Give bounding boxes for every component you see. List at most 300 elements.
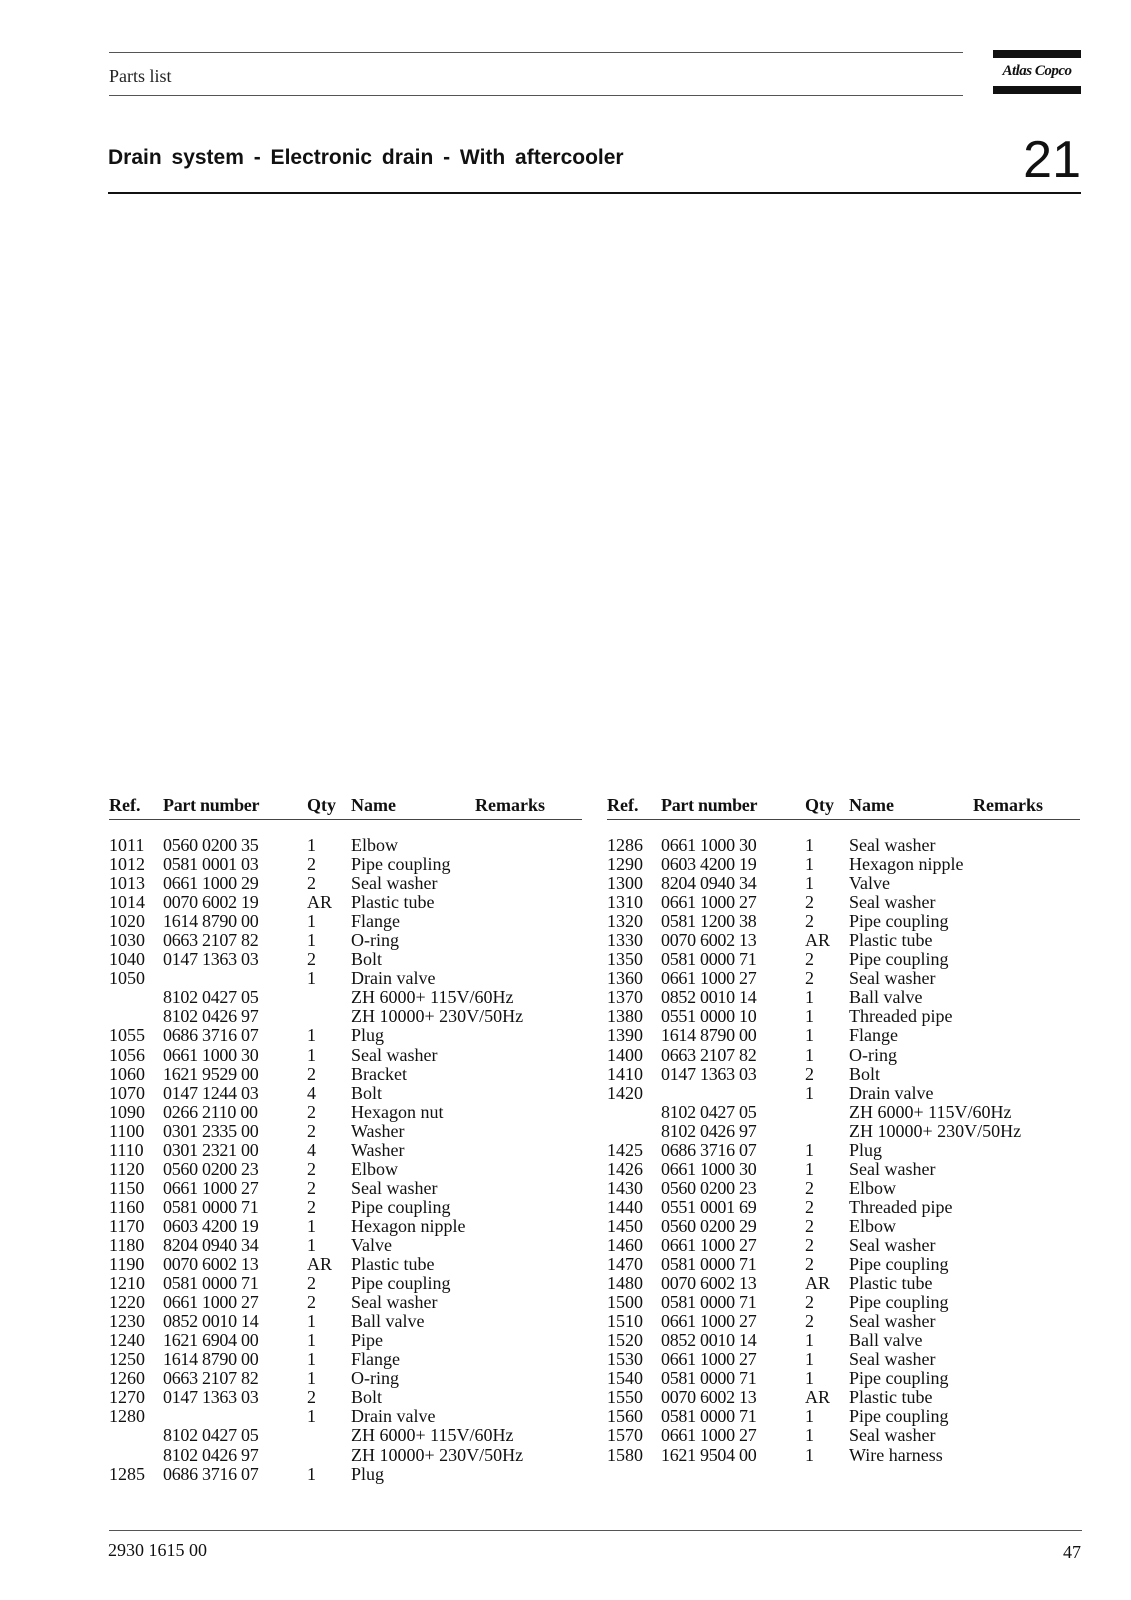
header-top-rule [109,52,963,53]
cell-ref: 1320 [607,911,643,932]
table-row [109,950,582,969]
table-row [109,855,582,874]
table-row [109,1026,582,1045]
table-row [109,1007,582,1026]
cell-name: Seal washer [849,1349,936,1370]
cell-name: Flange [849,1025,898,1046]
table-row [109,988,582,1007]
cell-part-number: 0686 3716 07 [163,1463,259,1484]
column-header-part-number: Part number [661,795,758,815]
table-row [607,1179,1080,1198]
cell-qty: 1 [805,1330,814,1351]
cell-qty: 2 [307,949,316,970]
cell-name: Ball valve [849,987,923,1008]
table-row [607,1312,1080,1331]
cell-part-number: 0661 1000 27 [661,968,757,989]
cell-qty: 1 [805,1044,814,1065]
column-header-remarks: Remarks [973,795,1043,815]
cell-qty: 2 [805,1215,814,1236]
cell-part-number: 0852 0010 14 [661,1330,757,1351]
cell-name: Seal washer [849,1158,936,1179]
cell-name: Pipe coupling [351,1196,451,1217]
cell-part-number: 0551 0000 10 [661,1006,757,1027]
table-row [109,893,582,912]
cell-part-number: 0581 0000 71 [661,1406,757,1427]
table-row [607,1198,1080,1217]
cell-qty: 2 [307,1292,316,1313]
cell-name: Bracket [351,1063,407,1084]
cell-name: Pipe coupling [849,1292,949,1313]
cell-qty: 1 [805,1082,814,1103]
cell-qty: 2 [805,911,814,932]
cell-qty: 1 [805,1025,814,1046]
cell-part-number: 0663 2107 82 [163,1368,259,1389]
table-row [109,1388,582,1407]
cell-part-number: 8204 0940 34 [661,873,757,894]
cell-qty: 1 [805,835,814,855]
cell-qty: 1 [805,1139,814,1160]
cell-ref: 1240 [109,1330,145,1351]
cell-name: Hexagon nipple [351,1215,466,1236]
cell-part-number: 0560 0200 29 [661,1215,757,1236]
cell-qty: 2 [307,854,316,875]
table-row [109,1084,582,1103]
section-number: 21 [1023,131,1081,189]
cell-ref: 1100 [109,1120,145,1141]
cell-ref: 1190 [109,1254,145,1275]
cell-ref: 1056 [109,1044,145,1065]
cell-ref: 1070 [109,1082,145,1103]
cell-name: ZH 10000+ 230V/50Hz [351,1006,524,1027]
cell-qty: 1 [805,1006,814,1027]
cell-name: Plug [351,1025,385,1046]
cell-ref: 1310 [607,892,643,913]
cell-ref: 1013 [109,873,145,894]
cell-qty: 1 [307,1234,316,1255]
table-row [607,836,1080,855]
cell-part-number: 0070 6002 13 [163,1254,259,1275]
cell-part-number: 8102 0426 97 [661,1120,757,1141]
column-header-name: Name [351,795,396,815]
cell-qty: 2 [805,1177,814,1198]
cell-part-number: 0661 1000 30 [661,1158,757,1179]
cell-name: Threaded pipe [849,1006,953,1027]
table-row [607,1026,1080,1045]
cell-ref: 1530 [607,1349,643,1370]
table-row [607,931,1080,950]
cell-name: Seal washer [849,1311,936,1332]
cell-name: Pipe coupling [849,1254,949,1275]
table-row [607,1084,1080,1103]
cell-name: Plastic tube [849,930,933,951]
cell-name: Seal washer [849,892,936,913]
cell-name: Seal washer [351,1292,438,1313]
cell-ref: 1370 [607,987,643,1008]
cell-name: Drain valve [849,1082,934,1103]
table-row [607,950,1080,969]
cell-ref: 1500 [607,1292,643,1313]
cell-part-number: 0661 1000 27 [661,1311,757,1332]
cell-name: Ball valve [351,1311,425,1332]
table-row [607,988,1080,1007]
cell-qty: 2 [805,1254,814,1275]
cell-ref: 1280 [109,1406,145,1427]
table-row [607,1388,1080,1407]
table-row [607,1046,1080,1065]
cell-qty: 2 [805,892,814,913]
cell-part-number: 0661 1000 30 [163,1044,259,1065]
cell-ref: 1040 [109,949,145,970]
cell-part-number: 0560 0200 35 [163,835,259,855]
table-row [607,1350,1080,1369]
table-row [109,1160,582,1179]
cell-name: Threaded pipe [849,1196,953,1217]
cell-name: Seal washer [351,1044,438,1065]
cell-qty: 2 [307,873,316,894]
cell-part-number: 1621 9529 00 [163,1063,259,1084]
cell-ref: 1350 [607,949,643,970]
cell-name: Seal washer [351,1177,438,1198]
cell-part-number: 0581 0000 71 [163,1273,259,1294]
cell-name: Wire harness [849,1444,943,1465]
cell-ref: 1011 [109,835,145,855]
cell-part-number: 0661 1000 29 [163,873,259,894]
table-row [109,1065,582,1084]
logo-text: Atlas Copco [1002,63,1072,79]
cell-ref: 1210 [109,1273,145,1294]
cell-name: Hexagon nut [351,1101,444,1122]
table-body [109,836,582,1484]
cell-ref: 1230 [109,1311,145,1332]
cell-part-number: 0661 1000 27 [661,1234,757,1255]
cell-part-number: 0686 3716 07 [661,1139,757,1160]
cell-qty: 2 [805,1311,814,1332]
cell-name: Plug [351,1463,385,1484]
cell-qty: 1 [307,1349,316,1370]
cell-part-number: 8102 0427 05 [163,1425,259,1446]
cell-part-number: 1621 9504 00 [661,1444,757,1465]
cell-ref: 1390 [607,1025,643,1046]
cell-name: Pipe coupling [351,854,451,875]
table-row [109,1198,582,1217]
title-rule [108,192,1081,194]
cell-name: ZH 6000+ 115V/60Hz [351,1425,514,1446]
cell-qty: AR [805,930,831,951]
table-row [109,1407,582,1426]
cell-part-number: 0661 1000 27 [661,892,757,913]
table-row [607,1446,1080,1465]
cell-ref: 1170 [109,1215,145,1236]
cell-part-number: 0581 0001 03 [163,854,259,875]
table-row [109,1293,582,1312]
parts-table-right [607,795,1080,1465]
table-row [109,969,582,988]
cell-qty: 1 [805,1425,814,1446]
cell-ref: 1570 [607,1425,643,1446]
table-row [109,1179,582,1198]
cell-qty: 1 [307,1215,316,1236]
cell-part-number: 0070 6002 19 [163,892,259,913]
table-row [607,893,1080,912]
table-row [109,874,582,893]
cell-ref: 1055 [109,1025,145,1046]
cell-part-number: 0301 2335 00 [163,1120,259,1141]
cell-qty: 2 [805,1292,814,1313]
cell-name: Drain valve [351,1406,436,1427]
table-row [607,1331,1080,1350]
cell-ref: 1460 [607,1234,643,1255]
cell-name: Plug [849,1139,883,1160]
table-row [607,1293,1080,1312]
cell-part-number: 0581 0000 71 [661,949,757,970]
cell-ref: 1160 [109,1196,145,1217]
cell-part-number: 1614 8790 00 [661,1025,757,1046]
cell-name: Ball valve [849,1330,923,1351]
cell-name: Pipe coupling [849,911,949,932]
cell-name: Flange [351,911,400,932]
table-row [607,1407,1080,1426]
cell-name: Seal washer [849,835,936,855]
cell-qty: 1 [805,1158,814,1179]
cell-qty: 1 [805,1444,814,1465]
cell-name: Bolt [351,1387,383,1408]
cell-part-number: 0070 6002 13 [661,1273,757,1294]
table-row [109,1426,582,1445]
column-header-qty: Qty [307,795,336,815]
column-header-name: Name [849,795,894,815]
cell-part-number: 0603 4200 19 [163,1215,259,1236]
cell-part-number: 8204 0940 34 [163,1234,259,1255]
cell-ref: 1090 [109,1101,145,1122]
cell-qty: AR [805,1387,831,1408]
column-header-remarks: Remarks [475,795,545,815]
cell-part-number: 0581 0000 71 [661,1292,757,1313]
table-row [109,1141,582,1160]
cell-ref: 1250 [109,1349,145,1370]
cell-name: Valve [849,873,890,894]
table-row [607,969,1080,988]
table-row [109,931,582,950]
cell-ref: 1286 [607,835,643,855]
table-row [607,1103,1080,1122]
cell-part-number: 0852 0010 14 [163,1311,259,1332]
atlas-copco-logo [993,50,1081,94]
table-row [109,1255,582,1274]
cell-qty: 2 [307,1101,316,1122]
cell-qty: 1 [307,1463,316,1484]
table-row [109,912,582,931]
cell-name: Pipe coupling [351,1273,451,1294]
table-row [607,1426,1080,1445]
cell-ref: 1425 [607,1139,643,1160]
cell-qty: 1 [307,1368,316,1389]
column-header-part-number: Part number [163,795,260,815]
cell-part-number: 0560 0200 23 [163,1158,259,1179]
logo-bar-bottom [993,86,1081,94]
cell-ref: 1540 [607,1368,643,1389]
cell-ref: 1550 [607,1387,643,1408]
table-row [109,1236,582,1255]
cell-ref: 1470 [607,1254,643,1275]
cell-ref: 1120 [109,1158,145,1179]
cell-part-number: 8102 0427 05 [163,987,259,1008]
cell-ref: 1440 [607,1196,643,1217]
cell-part-number: 0581 1200 38 [661,911,757,932]
cell-qty: 1 [307,1406,316,1427]
cell-ref: 1260 [109,1368,145,1389]
cell-ref: 1430 [607,1177,643,1198]
cell-ref: 1426 [607,1158,643,1179]
table-row [109,1369,582,1388]
table-row [109,1350,582,1369]
cell-ref: 1020 [109,911,145,932]
cell-name: Elbow [351,835,398,855]
cell-qty: 1 [307,835,316,855]
table-row [607,874,1080,893]
table-row [109,1122,582,1141]
table-row [607,912,1080,931]
cell-part-number: 0661 1000 27 [661,1349,757,1370]
cell-name: Hexagon nipple [849,854,964,875]
table-row [109,1465,582,1484]
page-number: 47 [1063,1542,1081,1562]
cell-qty: 2 [307,1273,316,1294]
cell-name: Seal washer [351,873,438,894]
cell-part-number: 0147 1363 03 [163,1387,259,1408]
cell-part-number: 0560 0200 23 [661,1177,757,1198]
cell-ref: 1220 [109,1292,145,1313]
table-row [109,1217,582,1236]
table-row [109,1274,582,1293]
cell-part-number: 0603 4200 19 [661,854,757,875]
cell-name: Plastic tube [849,1387,933,1408]
cell-name: Seal washer [849,1234,936,1255]
cell-qty: 4 [307,1082,316,1103]
cell-ref: 1110 [109,1139,144,1160]
cell-part-number: 0266 2110 00 [163,1101,258,1122]
table-row [607,1122,1080,1141]
cell-part-number: 0147 1363 03 [661,1063,757,1084]
cell-qty: 1 [307,1330,316,1351]
cell-ref: 1180 [109,1234,145,1255]
table-row [607,1160,1080,1179]
cell-name: Seal washer [849,968,936,989]
cell-qty: 1 [307,1311,316,1332]
cell-name: ZH 10000+ 230V/50Hz [849,1120,1022,1141]
cell-qty: 1 [805,1368,814,1389]
cell-qty: 2 [805,949,814,970]
cell-qty: 2 [307,1120,316,1141]
table-row [109,836,582,855]
column-header-ref: Ref. [607,795,639,815]
cell-qty: 1 [805,1406,814,1427]
cell-ref: 1012 [109,854,145,875]
cell-qty: AR [307,892,333,913]
cell-name: Seal washer [849,1425,936,1446]
cell-qty: 1 [805,987,814,1008]
table-row [109,1312,582,1331]
cell-name: Elbow [849,1177,896,1198]
cell-part-number: 0661 1000 27 [661,1425,757,1446]
cell-ref: 1300 [607,873,643,894]
cell-part-number: 0686 3716 07 [163,1025,259,1046]
table-row [607,1065,1080,1084]
table-header [607,795,1080,820]
cell-name: Drain valve [351,968,436,989]
cell-part-number: 0070 6002 13 [661,1387,757,1408]
cell-qty: 2 [307,1196,316,1217]
cell-name: Plastic tube [351,892,435,913]
cell-qty: 1 [805,1349,814,1370]
cell-name: Bolt [849,1063,881,1084]
cell-part-number: 0852 0010 14 [661,987,757,1008]
table-row [607,1141,1080,1160]
cell-ref: 1480 [607,1273,643,1294]
cell-ref: 1360 [607,968,643,989]
cell-ref: 1510 [607,1311,643,1332]
cell-ref: 1560 [607,1406,643,1427]
cell-name: ZH 6000+ 115V/60Hz [351,987,514,1008]
cell-qty: 2 [805,1234,814,1255]
cell-ref: 1150 [109,1177,145,1198]
cell-qty: 1 [307,968,316,989]
cell-name: Elbow [351,1158,398,1179]
cell-part-number: 8102 0427 05 [661,1101,757,1122]
table-row [607,855,1080,874]
cell-qty: 4 [307,1139,316,1160]
table-row [109,1446,582,1465]
cell-name: Washer [351,1120,405,1141]
cell-ref: 1270 [109,1387,145,1408]
section-label: Parts list [109,66,172,86]
cell-part-number: 0581 0000 71 [661,1368,757,1389]
table-row [607,1274,1080,1293]
cell-name: O-ring [351,930,399,951]
cell-name: Pipe [351,1330,384,1351]
document-number: 2930 1615 00 [108,1540,207,1560]
cell-name: Pipe coupling [849,1368,949,1389]
cell-part-number: 0301 2321 00 [163,1139,259,1160]
cell-qty: 1 [307,1025,316,1046]
cell-part-number: 8102 0426 97 [163,1006,259,1027]
table-row [607,1217,1080,1236]
cell-name: Plastic tube [351,1254,435,1275]
cell-ref: 1050 [109,968,145,989]
column-header-ref: Ref. [109,795,141,815]
cell-qty: 2 [307,1158,316,1179]
cell-part-number: 0147 1244 03 [163,1082,259,1103]
footer-rule [109,1530,1082,1531]
cell-qty: 2 [805,1196,814,1217]
cell-ref: 1580 [607,1444,643,1465]
cell-qty: AR [307,1254,333,1275]
cell-name: O-ring [351,1368,399,1389]
cell-part-number: 0070 6002 13 [661,930,757,951]
cell-name: Pipe coupling [849,1406,949,1427]
cell-ref: 1520 [607,1330,643,1351]
cell-part-number: 0581 0000 71 [163,1196,259,1217]
cell-name: Elbow [849,1215,896,1236]
cell-qty: 2 [805,968,814,989]
cell-qty: AR [805,1273,831,1294]
cell-ref: 1060 [109,1063,145,1084]
cell-name: Valve [351,1234,392,1255]
cell-part-number: 0661 1000 30 [661,835,757,855]
cell-ref: 1380 [607,1006,643,1027]
cell-ref: 1420 [607,1082,643,1103]
cell-part-number: 1621 6904 00 [163,1330,259,1351]
logo-bar-top [993,50,1081,58]
